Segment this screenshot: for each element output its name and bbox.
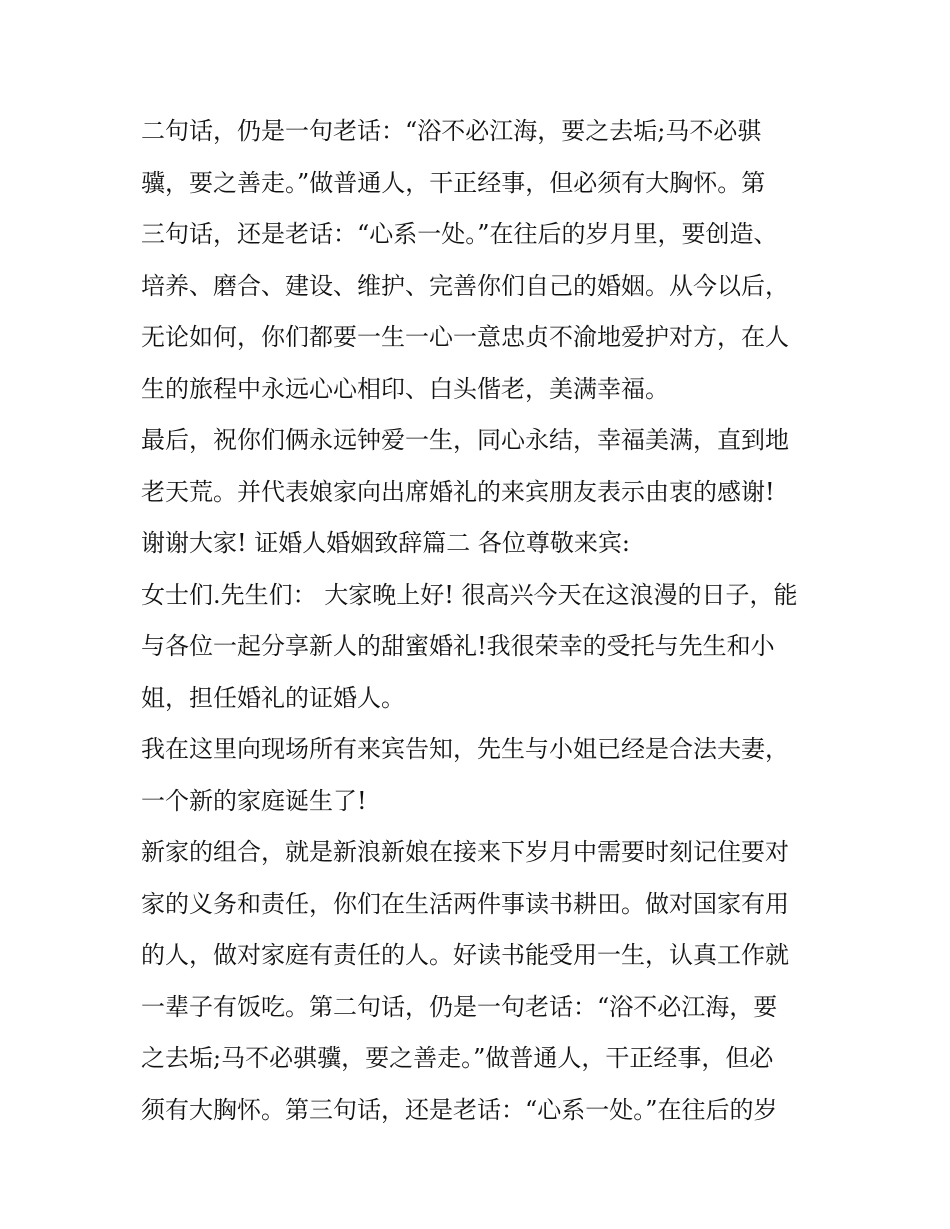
text-line: 女士们.先生们： 大家晚上好! 很高兴今天在这浪漫的日子，能 [141, 580, 798, 609]
text-line: 二句话，仍是一句老话：“浴不必江海，要之去垢;马不必骐 [141, 117, 762, 145]
text-line: 无论如何，你们都要一生一心一意忠贞不渝地爱护对方，在人 [141, 323, 789, 351]
text-line: 骥，要之善走。”做普通人，干正经事，但必须有大胸怀。第 [141, 168, 766, 197]
body-text [141, 106, 821, 1136]
text-line: 我在这里向现场所有来宾告知，先生与小姐已经是合法夫妻， [141, 735, 789, 763]
text-line: 的人，做对家庭有责任的人。好读书能受用一生，认真工作就 [141, 941, 789, 969]
text-line: 一辈子有饭吃。第二句话，仍是一句老话：“浴不必江海，要 [141, 992, 778, 1021]
text-line: 家的义务和责任，你们在生活两件事读书耕田。做对国家有用 [141, 889, 789, 918]
text-line: 一个新的家庭诞生了! [141, 786, 367, 815]
text-line: 三句话，还是老话：“心系一处。”在往后的岁月里，要创造、 [141, 220, 778, 248]
text-line: 老天荒。并代表娘家向出席婚礼的来宾朋友表示由衷的感谢! [141, 477, 775, 506]
text-line: 新家的组合，就是新浪新娘在接来下岁月中需要时刻记住要对 [141, 838, 789, 866]
text-line: 之去垢;马不必骐骥，要之善走。”做普通人，干正经事，但必 [141, 1044, 774, 1072]
text-line: 谢谢大家! 证婚人婚姻致辞篇二 各位尊敬来宾: [141, 529, 630, 557]
text-line: 生的旅程中永远心心相印、白头偕老，美满幸福。 [141, 374, 669, 403]
text-line: 培养、磨合、建设、维护、完善你们自己的婚姻。从今以后， [141, 271, 789, 300]
text-line: 姐，担任婚礼的证婚人。 [141, 683, 405, 712]
text-line: 与各位一起分享新人的甜蜜婚礼!我很荣幸的受托与先生和小 [141, 632, 775, 660]
text-line: 最后，祝你们俩永远钟爱一生，同心永结，幸福美满，直到地 [141, 426, 789, 454]
text-line: 须有大胸怀。第三句话，还是老话：“心系一处。”在往后的岁 [141, 1095, 778, 1124]
